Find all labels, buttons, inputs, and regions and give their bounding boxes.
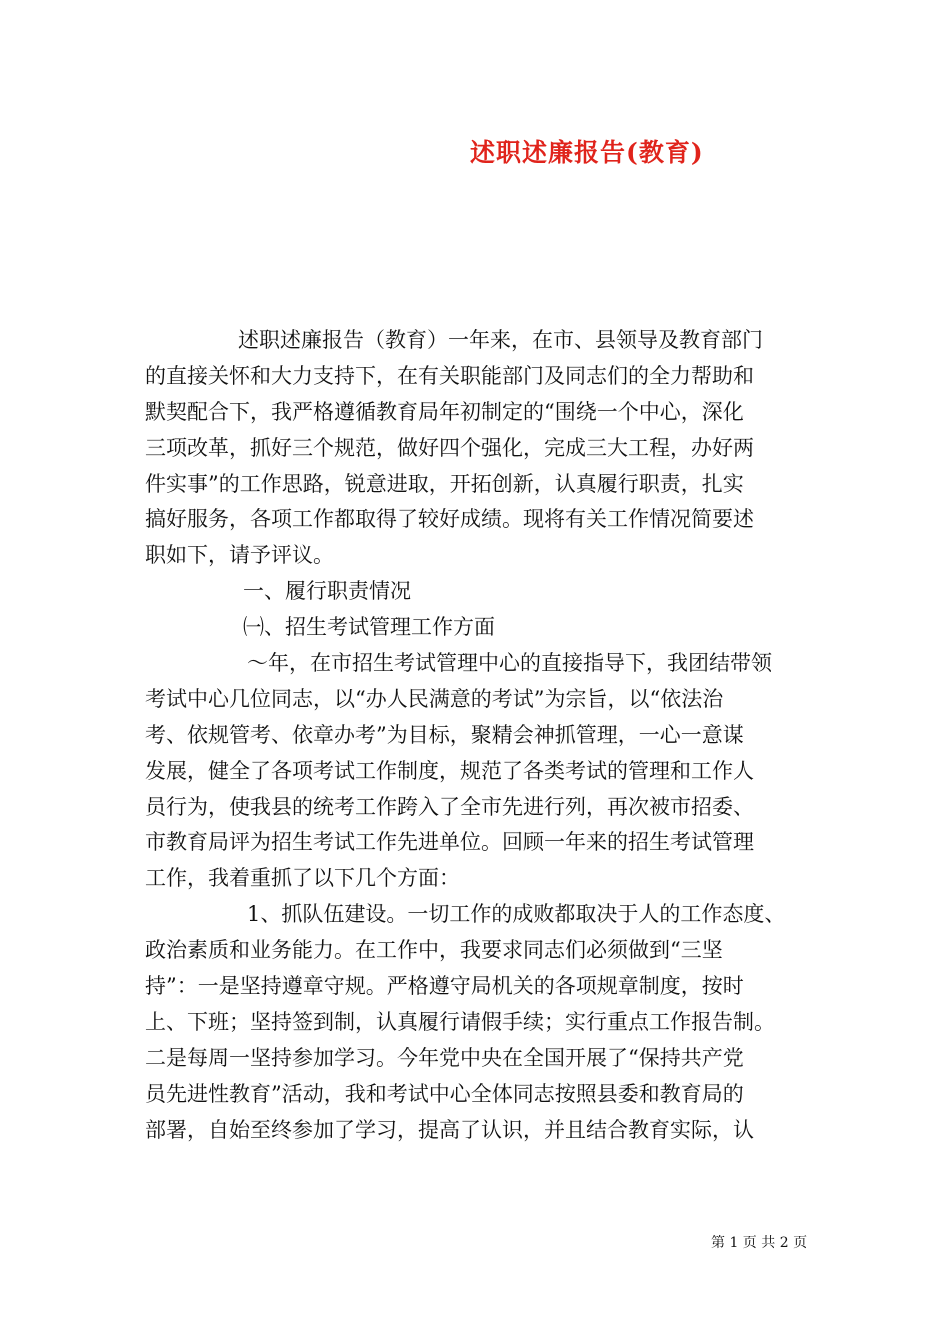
body-line: 员行为，使我县的统考工作跨入了全市先进行列，再次被市招委、 [145,794,754,819]
body-line: 考、依规管考、依章办考”为目标，聚精会神抓管理，一心一意谋 [145,722,744,747]
body-line: 默契配合下，我严格遵循教育局年初制定的“围绕一个中心，深化 [145,399,744,424]
body-line: 件实事”的工作思路，锐意进取，开拓创新，认真履行职责，扎实 [145,471,744,496]
body-line: 搞好服务，各项工作都取得了较好成绩。现将有关工作情况简要述 [145,507,754,532]
body-line: 述职述廉报告（教育）一年来，在市、县领导及教育部门 [238,328,763,352]
body-line: 考试中心几位同志，以“办人民满意的考试”为宗旨，以“依法治 [145,686,724,711]
body-line: 发展，健全了各项考试工作制度，规范了各类考试的管理和工作人 [145,758,754,783]
subsection-heading: ㈠、招生考试管理工作方面 [243,615,495,640]
body-line: 持”：一是坚持遵章守规。严格遵守局机关的各项规章制度，按时 [145,974,744,999]
body-line: 1、抓队伍建设。一切工作的成败都取决于人的工作态度、 [247,902,786,927]
section-heading: 一、履行职责情况 [243,579,411,604]
body-line: 部署，自始至终参加了学习，提高了认识，并且结合教育实际，认 [145,1117,754,1142]
body-line: ～年，在市招生考试管理中心的直接指导下，我团结带领 [247,651,772,676]
body-line: 工作，我着重抓了以下几个方面： [145,866,460,891]
document-body [145,323,815,1148]
body-line: 员先进性教育”活动，我和考试中心全体同志按照县委和教育局的 [145,1081,744,1106]
body-line: 职如下，请予评议。 [145,543,334,568]
document-title: 述职述廉报告(教育) [470,138,704,167]
body-line: 上、下班；坚持签到制，认真履行请假手续；实行重点工作报告制。 [145,1009,775,1034]
body-line: 的直接关怀和大力支持下，在有关职能部门及同志们的全力帮助和 [145,363,754,388]
body-line: 二是每周一坚持参加学习。今年党中央在全国开展了“保持共产党 [145,1045,744,1070]
body-line: 三项改革，抓好三个规范，做好四个强化，完成三大工程，办好两 [145,435,754,460]
body-line: 政治素质和业务能力。在工作中，我要求同志们必须做到“三坚 [145,938,723,963]
body-line: 市教育局评为招生考试工作先进单位。回顾一年来的招生考试管理 [145,830,754,855]
page-number-footer: 第 1 页 共 2 页 [711,1235,808,1251]
